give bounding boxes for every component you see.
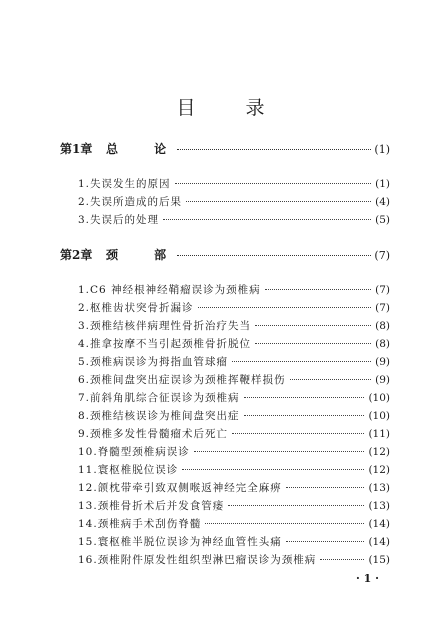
entry-page: (8)	[375, 338, 390, 350]
entry-title: 3.颈椎结核伴病理性骨折治疗失当	[78, 320, 252, 332]
entry-page: (9)	[375, 374, 390, 386]
toc-entry	[78, 336, 390, 354]
dot-leader	[244, 397, 365, 398]
entry-page: (11)	[368, 428, 390, 440]
chapter-number: 第1章	[60, 142, 93, 156]
toc-entry	[78, 534, 390, 552]
entry-title: 14.颈椎病手术刮伤脊髓	[78, 518, 202, 530]
dot-leader	[255, 325, 371, 326]
entry-page: (12)	[368, 464, 390, 476]
entry-title: 7.前斜角肌综合征误诊为颈椎病	[78, 392, 240, 404]
entry-title: 1.失误发生的原因	[78, 178, 171, 190]
entry-page: (14)	[368, 536, 390, 548]
page-title: 目 录	[176, 97, 287, 119]
toc-entry	[78, 282, 390, 300]
entry-page: (8)	[375, 320, 390, 332]
entry-page: (1)	[375, 178, 390, 190]
entry-title: 2.失误所造成的后果	[78, 196, 183, 208]
toc-entry	[78, 480, 390, 498]
toc-entry	[78, 426, 390, 444]
toc-entry	[78, 318, 390, 336]
dot-leader	[286, 487, 365, 488]
dot-leader	[232, 361, 371, 362]
entry-page: (7)	[375, 284, 390, 296]
dot-leader	[228, 505, 364, 506]
toc-entry	[78, 390, 390, 408]
toc-entry	[78, 552, 390, 570]
entry-title: 11.寰枢椎脱位误诊	[78, 464, 179, 476]
entry-title: 1.C6 神经根神经鞘瘤误诊为颈椎病	[78, 284, 261, 296]
entry-title: 9.颈椎多发性骨髓瘤术后死亡	[78, 428, 229, 440]
dot-leader	[186, 201, 371, 202]
dot-leader	[232, 433, 364, 434]
chapter-number: 第2章	[60, 248, 93, 262]
dot-leader	[290, 379, 372, 380]
entry-title: 2.枢椎齿状突骨折漏诊	[78, 302, 194, 314]
toc-entry	[78, 408, 390, 426]
dot-leader	[286, 541, 365, 542]
entry-page: (10)	[368, 410, 390, 422]
page-number: · 1 ·	[356, 572, 379, 585]
entry-title: 13.颈椎骨折术后并发食管瘘	[78, 500, 225, 512]
toc-entry	[78, 354, 390, 372]
entry-page: (5)	[375, 214, 390, 226]
toc-entry	[78, 444, 390, 462]
dot-leader	[320, 559, 364, 560]
dot-leader	[177, 149, 371, 150]
toc-entry	[78, 300, 390, 318]
entry-page: (7)	[375, 302, 390, 314]
entry-title: 10.脊髓型颈椎病误诊	[78, 446, 190, 458]
chapter-heading	[60, 140, 390, 160]
entry-page: (13)	[368, 482, 390, 494]
entry-title: 16.颈椎附件原发性组织型淋巴瘤误诊为颈椎病	[78, 554, 317, 566]
dot-leader	[177, 255, 371, 256]
entry-page: (13)	[368, 500, 390, 512]
toc-entry	[78, 462, 390, 480]
dot-leader	[175, 183, 372, 184]
entry-page: (15)	[368, 554, 390, 566]
chapter-title: 总 论	[106, 142, 183, 156]
dot-leader	[194, 451, 365, 452]
dot-leader	[244, 415, 365, 416]
entry-title: 15.寰枢椎半脱位误诊为神经血管性头痛	[78, 536, 282, 548]
entry-page: (4)	[375, 196, 390, 208]
toc-entry	[78, 372, 390, 390]
entry-title: 6.颈椎间盘突出症误诊为颈椎挥鞭样损伤	[78, 374, 286, 386]
chapter-title: 颈 部	[106, 248, 183, 262]
entry-title: 8.颈椎结核误诊为椎间盘突出症	[78, 410, 240, 422]
entry-title: 12.颌枕带牵引致双侧喉返神经完全麻痹	[78, 482, 282, 494]
entry-page: (14)	[368, 518, 390, 530]
chapter-page: (7)	[374, 249, 390, 262]
toc-entry	[78, 498, 390, 516]
chapter-heading	[60, 246, 390, 266]
toc-entry	[78, 176, 390, 194]
dot-leader	[182, 469, 364, 470]
entry-title: 5.颈椎病误诊为拇指血管球瘤	[78, 356, 229, 368]
toc-entry	[78, 212, 390, 230]
dot-leader	[205, 523, 364, 524]
dot-leader	[255, 343, 371, 344]
entry-page: (12)	[368, 446, 390, 458]
toc-entry	[78, 194, 390, 212]
toc-entry	[78, 516, 390, 534]
entry-page: (9)	[375, 356, 390, 368]
entry-title: 4.推拿按摩不当引起颈椎骨折脱位	[78, 338, 252, 350]
entry-title: 3.失误后的处理	[78, 214, 160, 226]
dot-leader	[163, 219, 371, 220]
dot-leader	[198, 307, 372, 308]
entry-page: (10)	[368, 392, 390, 404]
chapter-page: (1)	[374, 143, 390, 156]
dot-leader	[265, 289, 372, 290]
